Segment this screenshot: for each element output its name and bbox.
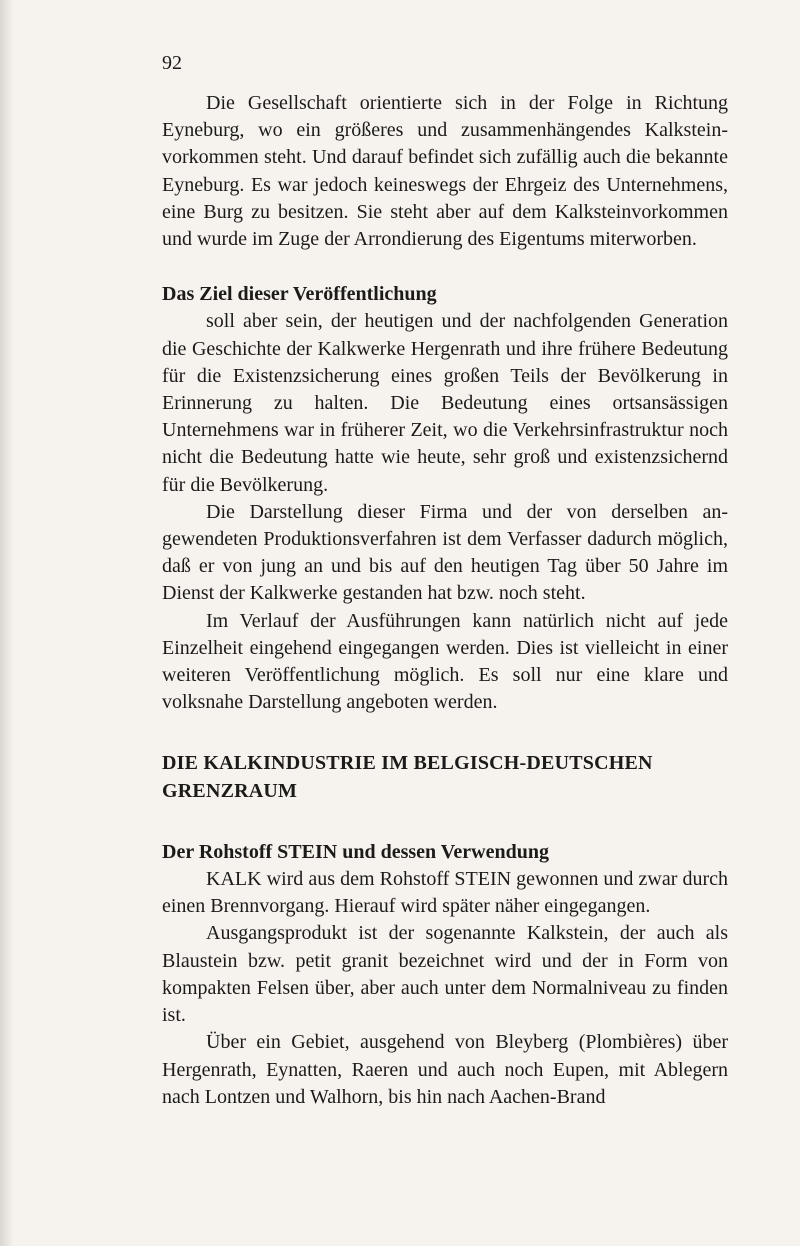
paragraph-ausgangsprodukt: Ausgangsprodukt ist der sogenannte Kalkstein, der auch als Blaustein bzw. petit granit bezeichnet wird und der in Form von kompakten Felsen über, aber auch unter dem Normalniveau zu finden ist. (162, 922, 728, 1027)
paragraph-gebiet: Über ein Gebiet, ausgehend von Bleyberg (Plombières) über Hergenrath, Eynatten, Raeren und auch noch Eupen, mit Ablegern nach Lontzen und Walhorn, bis hin nach Aachen-Brand (162, 1031, 728, 1108)
paragraph-darstellung: Die Darstellung dieser Firma und der von derselben angewendeten Produktionsverfahren ist dem Verfasser dadurch möglich, daß er von jung an und bis auf den heutigen Tag über 50 Jahre im Dienst der Kalkwerke gestanden hat bzw. noch steht. (162, 500, 728, 605)
paragraph-kalk: KALK wird aus dem Rohstoff STEIN gewonnen und zwar durch einen Brennvorgang. Hierauf wird später näher eingegangen. (162, 868, 728, 918)
paragraph-ziel: soll aber sein, der heutigen und der nachfolgenden Generation die Geschichte der Kalkwerke Hergenrath und ihre frühere Bedeutung für die Existenzsicherung eines großen Teils der Bevölkerung in Erinnerung zu halten. Die Bedeutung eines ortsansässigen Unternehmens war in früherer Zeit, wo die Verkehrsinfrastruktur noch nicht die Bedeutung hatte wie heute, sehr groß und existenzsichernd für die Bevölkerung. (162, 310, 728, 496)
paragraph-verlauf: Im Verlauf der Ausführungen kann natürlich nicht auf jede Einzelheit eingehend eingegangen werden. Dies ist vielleicht in einer weiteren Veröffentlichung möglich. Es soll nur eine klare und volksnahe Darstellung angeboten werden. (162, 609, 728, 714)
page-number: 92 (162, 52, 182, 74)
chapter-heading-kalkindustrie: DIE KALKINDUSTRIE IM BELGISCH-DEUTSCHEN GRENZRAUM (162, 752, 653, 802)
book-spine-shadow (0, 0, 14, 1246)
section-heading-ziel: Das Ziel dieser Veröffentlichung (162, 283, 437, 306)
book-page (162, 48, 728, 1111)
section-heading-rohstoff: Der Rohstoff STEIN und dessen Verwendung (162, 840, 549, 863)
paragraph-eyneburg: Die Gesellschaft orientierte sich in der Folge in Richtung Eyneburg, wo ein größeres und zusammenhängendes Kalksteinvorkommen steht. Und darauf befindet sich zufällig auch die bekannte Eyneburg. Es war jedoch keineswegs der Ehrgeiz des Unternehmens, eine Burg zu besitzen. Sie steht aber auf dem Kalksteinvorkommen und wurde im Zuge der Arrondierung des Eigentums miterworben. (162, 92, 728, 251)
